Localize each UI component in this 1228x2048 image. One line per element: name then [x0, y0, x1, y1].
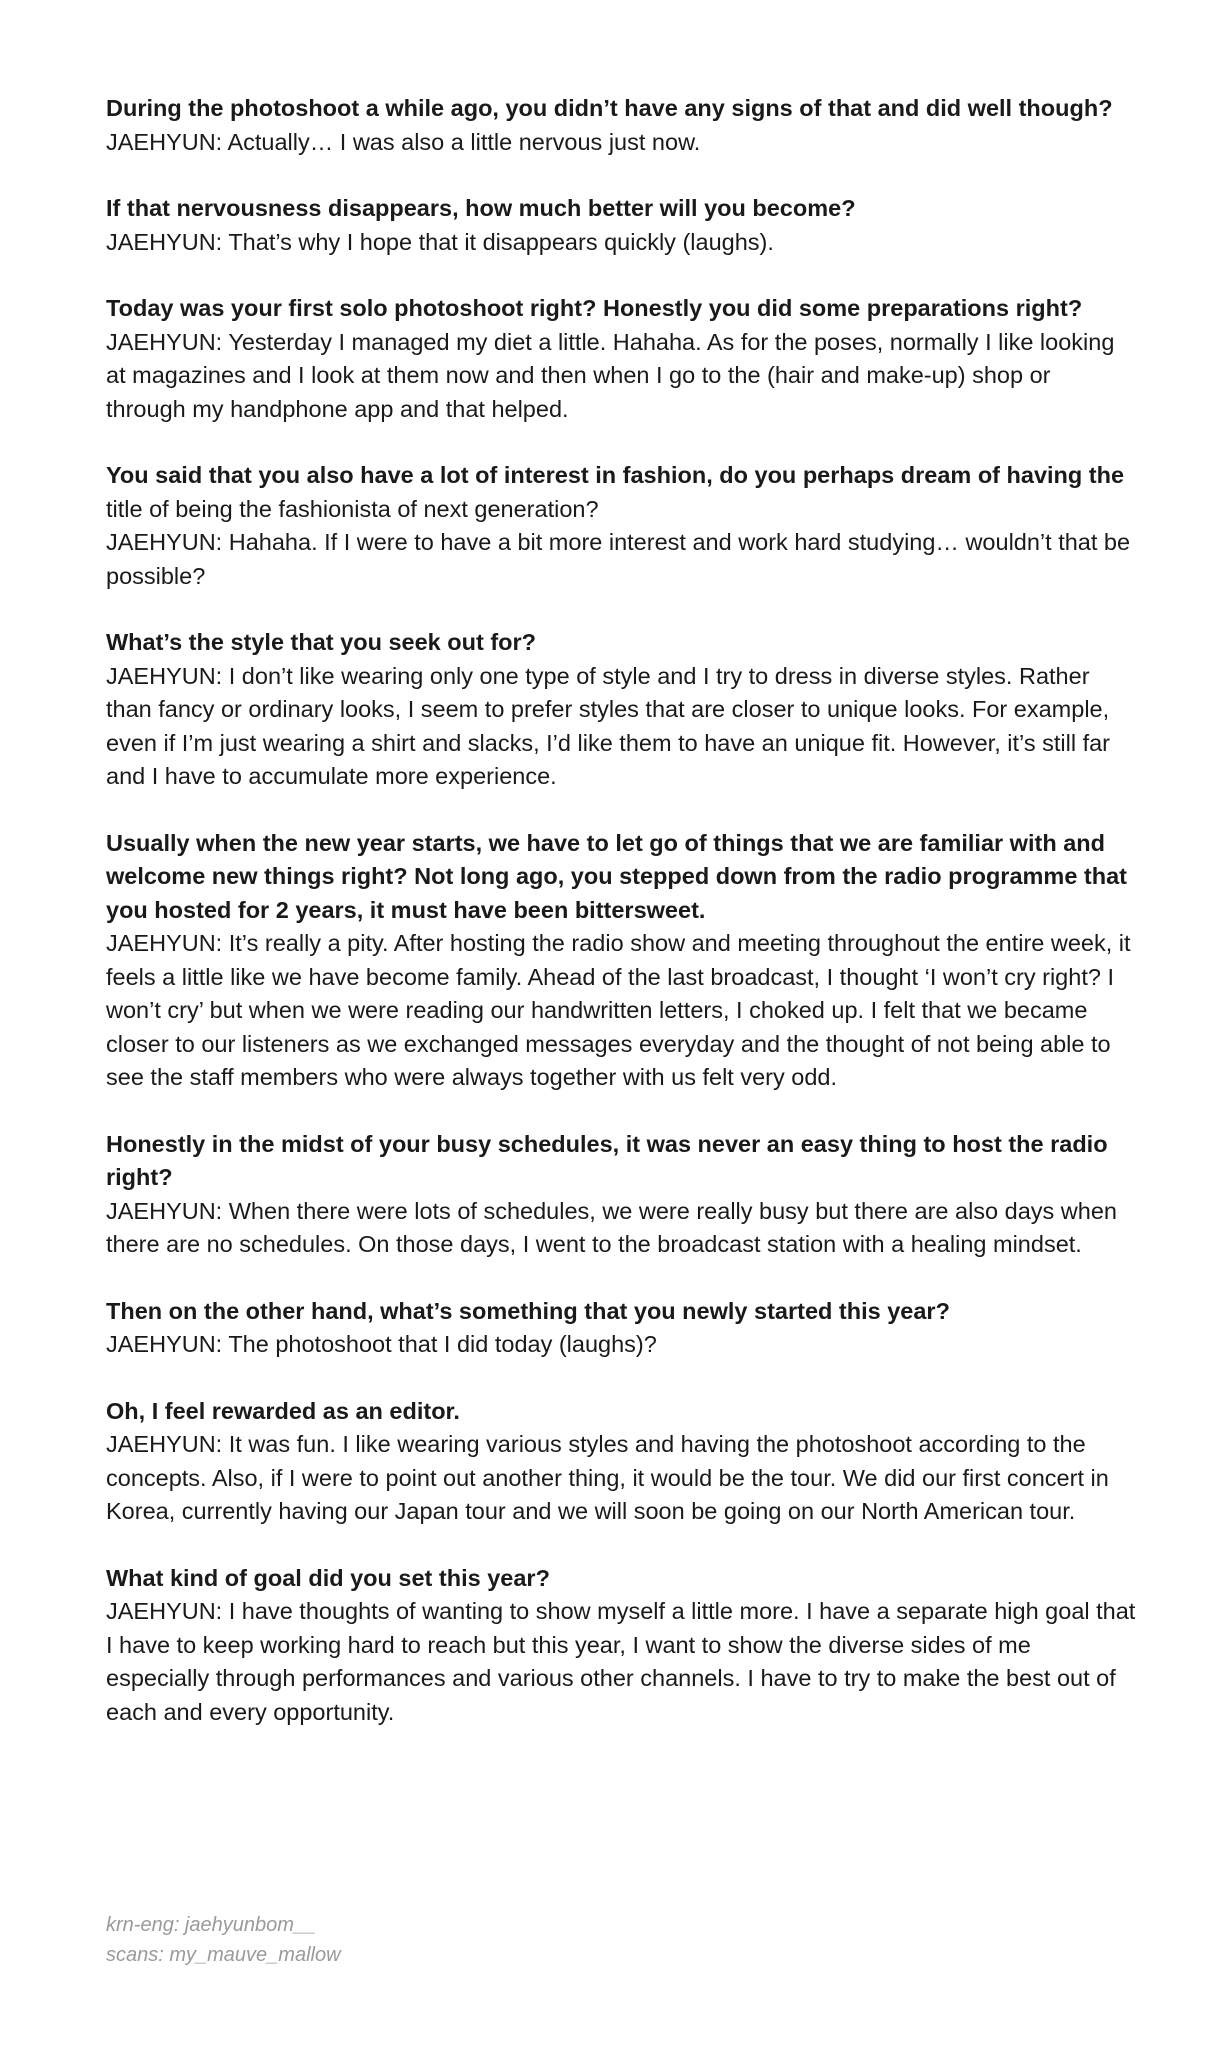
qa-block: [106, 626, 1136, 794]
question: Honestly in the midst of your busy schedules, it was never an easy thing to host the radio right?: [106, 1130, 1108, 1190]
question: Then on the other hand, what’s something that you newly started this year?: [106, 1297, 950, 1324]
qa-block: [106, 192, 1136, 259]
qa-block: [106, 1562, 1136, 1730]
answer: JAEHYUN: Yesterday I managed my diet a little. Hahaha. As for the poses, normally I like looking at magazines and I look at them now and then when I go to the (hair and make-up) shop or through my handphone app and that helped.: [106, 328, 1115, 422]
answer: JAEHYUN: Actually… I was also a little nervous just now.: [106, 128, 701, 155]
translator-credit: krn-eng: jaehyunbom__: [106, 1914, 317, 1936]
qa-block: [106, 459, 1136, 593]
answer: JAEHYUN: When there were lots of schedules, we were really busy but there are also days when there are no schedules. On those days, I went to the broadcast station with a healing mindset.: [106, 1197, 1117, 1257]
answer: JAEHYUN: It’s really a pity. After hosting the radio show and meeting throughout the entire week, it feels a little like we have become family. Ahead of the last broadcast, I thought ‘I won’t cry right? I won’t cry’ but when we were reading our handwritten letters, I choked up. I felt that we became closer to our listeners as we exchanged messages everyday and the thought of not being able to see the staff members who were always together with us felt very odd.: [106, 930, 1131, 1090]
question: Oh, I feel rewarded as an editor.: [106, 1397, 460, 1424]
scans-credit: scans: my_mauve_mallow: [106, 1944, 341, 1966]
question: Today was your first solo photoshoot right? Honestly you did some preparations right?: [106, 295, 1083, 321]
qa-block: [106, 1295, 1136, 1362]
credits: [106, 1910, 341, 1970]
interview-transcript: [106, 92, 1136, 1762]
question: [106, 459, 1136, 526]
qa-block: [106, 1128, 1136, 1262]
question: What kind of goal did you set this year?: [106, 1564, 550, 1591]
answer: JAEHYUN: I don’t like wearing only one type of style and I try to dress in diverse styles. Rather than fancy or ordinary looks, I seem to prefer styles that are closer to unique looks. For example, even if I’m just wearing a shirt and slacks, I’d like them to have an unique fit. However, it’s still far and I have to accumulate more experience.: [106, 662, 1110, 789]
answer: JAEHYUN: It was fun. I like wearing various styles and having the photoshoot according to the concepts. Also, if I were to point out another thing, it would be the tour. We did our first concert in Korea, currently having our Japan tour and we will soon be going on our North American tour.: [106, 1431, 1109, 1524]
question-bold: You said that you also have a lot of interest in fashion, do you perhaps dream of having the: [106, 462, 1125, 488]
answer: JAEHYUN: The photoshoot that I did today (laughs)?: [106, 1331, 657, 1357]
question: If that nervousness disappears, how much better will you become?: [106, 195, 856, 221]
qa-block: [106, 827, 1136, 1095]
qa-block: [106, 1395, 1136, 1529]
question-regular: title of being the fashionista of next generation?: [106, 495, 599, 522]
answer: JAEHYUN: I have thoughts of wanting to show myself a little more. I have a separate high goal that I have to keep working hard to reach but this year, I want to show the diverse sides of me especially through performances and various other channels. I have to try to make the best out of each and every opportunity.: [106, 1598, 1136, 1725]
qa-block: [106, 92, 1136, 159]
question: What’s the style that you seek out for?: [106, 629, 537, 655]
question: During the photoshoot a while ago, you didn’t have any signs of that and did well though?: [106, 95, 1113, 121]
answer: JAEHYUN: Hahaha. If I were to have a bit more interest and work hard studying… wouldn’t that be possible?: [106, 529, 1131, 589]
question: Usually when the new year starts, we have to let go of things that we are familiar with and welcome new things right? Not long ago, you stepped down from the radio programme that you hosted for 2 years, it must have been bittersweet.: [106, 829, 1127, 923]
answer: JAEHYUN: That’s why I hope that it disappears quickly (laughs).: [106, 228, 774, 255]
qa-block: [106, 292, 1136, 426]
